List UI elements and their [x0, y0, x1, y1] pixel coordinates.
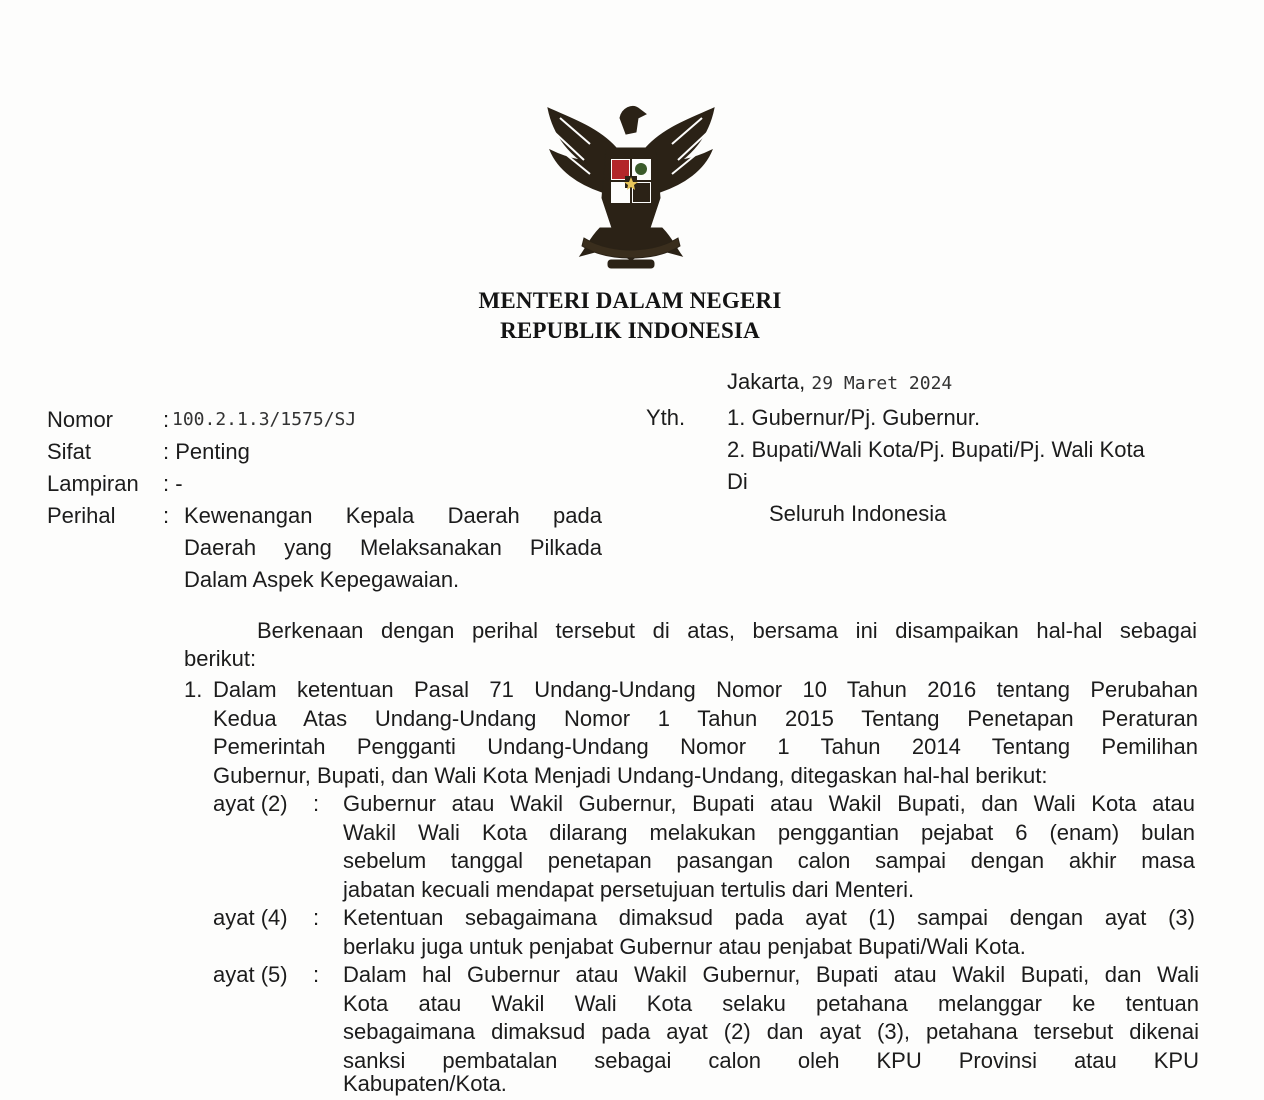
recipient-item: 2. Bupati/Wali Kota/Pj. Bupati/Pj. Wali Kota: [727, 437, 1145, 462]
intro-line2: berikut:: [184, 646, 257, 671]
point1-line: Pemerintah Pengganti Undang-Undang Nomor 1 Tahun 2014 Tentang Pemilihan: [213, 734, 1198, 759]
ayat-line: Kabupaten/Kota.: [343, 1071, 507, 1096]
perihal-label: Perihal: [47, 503, 116, 528]
header-title-line1: MENTERI DALAM NEGERI: [478, 288, 782, 313]
perihal-colon: :: [163, 503, 170, 528]
sifat-row-value: [163, 436, 250, 468]
ayat-colon: :: [313, 791, 320, 816]
place-date: [727, 366, 952, 400]
ayat-line: berlaku juga untuk penjabat Gubernur atau penjabat Bupati/Wali Kota.: [343, 933, 1026, 959]
sifat-label: Sifat: [47, 439, 92, 464]
yth-label: Yth.: [646, 405, 686, 430]
nomor-colon: :: [163, 407, 170, 432]
point1-line: Dalam ketentuan Pasal 71 Undang-Undang Nomor 10 Tahun 2016 tentang Perubahan: [213, 677, 1198, 702]
nomor-value: 100.2.1.3/1575/SJ: [172, 409, 357, 430]
nomor-label: Nomor: [47, 407, 114, 432]
lampiran-colon: :: [163, 471, 170, 496]
ayat-line: sanksi pembatalan sebagai calon oleh KPU Provinsi atau KPU: [343, 1047, 1199, 1073]
ayat-colon: :: [313, 962, 320, 987]
ayat-label: ayat (5): [213, 962, 288, 987]
lampiran-value: -: [175, 471, 183, 496]
perihal-line: Kewenangan Kepala Daerah pada: [184, 503, 602, 528]
date: 29 Maret 2024: [811, 373, 953, 394]
sifat-value: Penting: [175, 439, 250, 464]
intro-line1: Berkenaan dengan perihal tersebut di atas, bersama ini disampaikan hal-hal sebagai: [257, 618, 1197, 643]
lampiran-label: Lampiran: [47, 471, 139, 496]
ayat-line: sebelum tanggal penetapan pasangan calon sampai dengan akhir masa: [343, 848, 1195, 873]
point1-number: 1.: [184, 677, 203, 702]
sifat-colon: :: [163, 439, 170, 464]
ayat-label: ayat (4): [213, 905, 288, 930]
ayat-line: Gubernur atau Wakil Gubernur, Bupati atau Wakil Bupati, dan Wali Kota atau: [343, 791, 1195, 816]
ayat-colon: :: [313, 905, 320, 930]
perihal-line: Daerah yang Melaksanakan Pilkada: [184, 535, 602, 560]
recipient-location: Seluruh Indonesia: [769, 501, 947, 526]
ayat-line: Kota atau Wakil Wali Kota selaku petahana melanggar ke tentuan: [343, 990, 1199, 1016]
place: Jakarta,: [727, 369, 806, 394]
ayat-line: Dalam hal Gubernur atau Wakil Gubernur, Bupati atau Wakil Bupati, dan Wali: [343, 962, 1199, 987]
recipient-item: 1. Gubernur/Pj. Gubernur.: [727, 405, 981, 430]
header-title-line2: REPUBLIK INDONESIA: [500, 318, 760, 343]
ayat-line: Wakil Wali Kota dilarang melakukan penggantian pejabat 6 (enam) bulan: [343, 819, 1195, 845]
ayat-line: sebagaimana dimaksud pada ayat (2) dan ayat (3), petahana tersebut dikenai: [343, 1019, 1199, 1044]
garuda-emblem-icon: [540, 88, 722, 272]
ayat-line: jabatan kecuali mendapat persetujuan tertulis dari Menteri.: [343, 876, 915, 902]
lampiran-row-value: [163, 468, 183, 500]
recipient-di: Di: [727, 469, 748, 494]
point1-line: Kedua Atas Undang-Undang Nomor 1 Tahun 2015 Tentang Penetapan Peraturan: [213, 705, 1198, 731]
point1-line: Gubernur, Bupati, dan Wali Kota Menjadi Undang-Undang, ditegaskan hal-hal berikut:: [213, 762, 1048, 788]
perihal-line: Dalam Aspek Kepegawaian.: [184, 567, 460, 592]
ayat-label: ayat (2): [213, 791, 288, 816]
ayat-line: Ketentuan sebagaimana dimaksud pada ayat (1) sampai dengan ayat (3): [343, 905, 1195, 930]
